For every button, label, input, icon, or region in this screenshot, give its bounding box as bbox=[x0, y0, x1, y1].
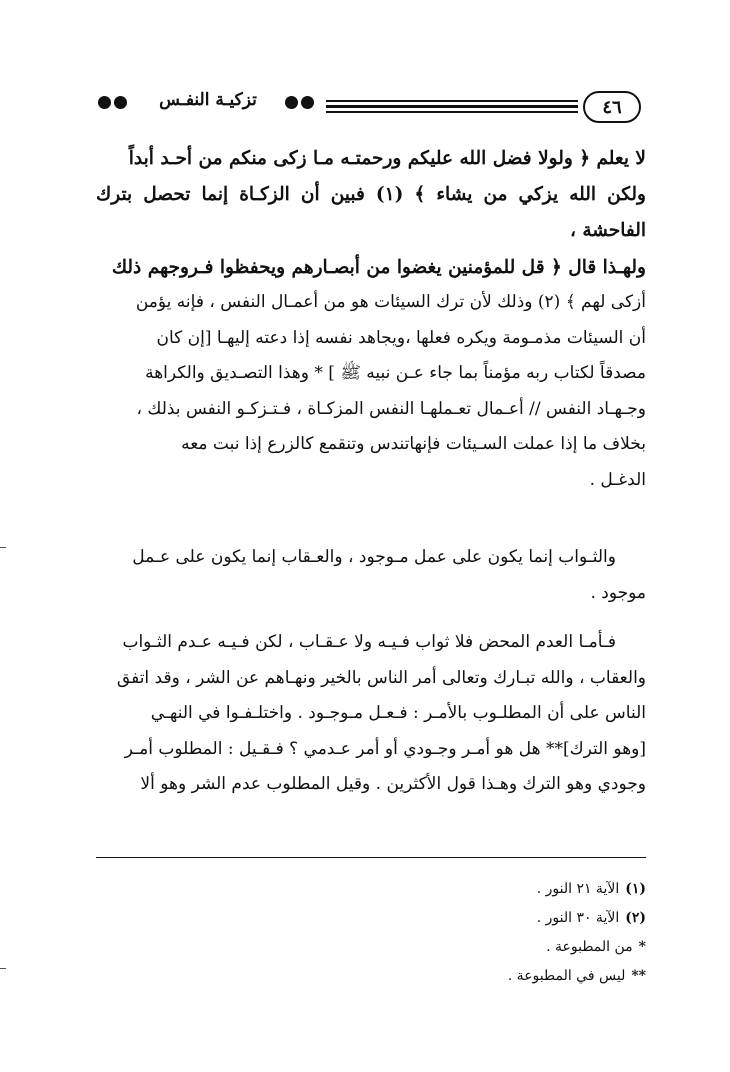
running-title: تزكيـة النفـس bbox=[159, 90, 257, 110]
footnotes bbox=[96, 875, 646, 991]
text-line: والعقاب ، والله تبـارك وتعالى أمر الناس بالخير ونهـاهم عن الشر ، وقد اتفق bbox=[116, 667, 646, 688]
footnote-item bbox=[96, 962, 646, 991]
footnote-marker: (٢) bbox=[625, 910, 646, 926]
text-line: ولهـذا قال ﴿ قل للمؤمنين يغضوا من أبصـارهم ويحفظوا فـروجهم ذلك bbox=[111, 256, 646, 278]
footnote-marker: * bbox=[638, 939, 646, 955]
page-number: ٤٦ bbox=[583, 91, 641, 123]
footnote-item bbox=[96, 875, 646, 904]
footnote-text: ليس في المطبوعة . bbox=[507, 968, 626, 984]
text-line: والثـواب إنما يكون على عمل مـوجود ، والعـقاب إنما يكون على عـمل bbox=[132, 547, 616, 567]
footnote-text: الآية ٢١ النور . bbox=[536, 881, 620, 897]
text-line: بخلاف ما إذا عملت السـيئات فإنهاتندس وتنقمع كالزرع إذا نبت معه bbox=[181, 434, 646, 454]
text-line: وجـهـاد النفس // أعـمال تعـملهـا النفس المزكـاة ، فـتـزكـو النفس بذلك ، bbox=[136, 398, 646, 419]
text-line: أن السيئات مذمـومة ويكره فعلها ،ويجاهد نفسه إذا دعته إليهـا [إن كان bbox=[156, 327, 646, 348]
text-line: وجودي وهو الترك وهـذا قول الأكثرين . وقيل المطلوب عدم الشر وهو ألا bbox=[140, 774, 646, 794]
footnote-marker: ** bbox=[631, 968, 646, 984]
paragraph-1 bbox=[96, 141, 646, 498]
ornament-dot bbox=[285, 96, 298, 109]
text-line: أزكى لهم ﴾ (٢) وذلك لأن ترك السيئات هو من أعمـال النفس ، فإنه يؤمن bbox=[135, 292, 646, 312]
text-line: الدغـل . bbox=[589, 469, 646, 490]
scan-mark bbox=[0, 547, 6, 548]
footnote-item bbox=[96, 933, 646, 962]
ornament-dot bbox=[114, 96, 127, 109]
text-line-content: ولكن الله يزكي من يشاء ﴾ (١) فبين أن الزكـاة إنما تحصل بترك الفاحشة ، bbox=[96, 183, 646, 241]
header-ornament-left bbox=[98, 96, 127, 109]
scan-mark bbox=[0, 968, 6, 969]
text-line: فـأمـا العدم المحض فلا ثواب فـيـه ولا عـقـاب ، لكن فـيـه عـدم الثـواب bbox=[122, 632, 616, 652]
ornament-dot bbox=[301, 96, 314, 109]
header-rule bbox=[326, 111, 578, 113]
ornament-dot bbox=[98, 96, 111, 109]
page-header bbox=[88, 84, 646, 130]
text-line bbox=[96, 177, 646, 250]
header-rule bbox=[326, 100, 578, 102]
footnote-marker: (١) bbox=[625, 881, 646, 897]
text-line: مصدقاً لكتاب ربه مؤمناً بما جاء عـن نبيه ﷺ ] * وهذا التصـديق والكراهة bbox=[145, 363, 646, 383]
footnote-text: الآية ٣٠ النور . bbox=[536, 910, 620, 926]
paragraph-2 bbox=[96, 540, 646, 611]
text-line: الناس على أن المطلـوب بالأمـر : فـعـل مـوجـود . واختلـفـوا في النهـي bbox=[150, 703, 646, 723]
footnote-text: من المطبوعة . bbox=[546, 939, 633, 955]
footnote-separator bbox=[96, 857, 646, 858]
footnote-item bbox=[96, 904, 646, 933]
header-ornament-right bbox=[285, 96, 314, 109]
text-line: [وهو الترك]** هل هو أمـر وجـودي أو أمر عـدمي ؟ فـقـيل : المطلوب أمـر bbox=[124, 738, 646, 759]
header-rule bbox=[326, 105, 578, 108]
text-line: لا يعلم ﴿ ولولا فضل الله عليكم ورحمتـه مـا زكى منكم من أحـد أبداً bbox=[128, 148, 646, 169]
text-line: موجود . bbox=[590, 582, 646, 603]
paragraph-3 bbox=[96, 625, 646, 803]
